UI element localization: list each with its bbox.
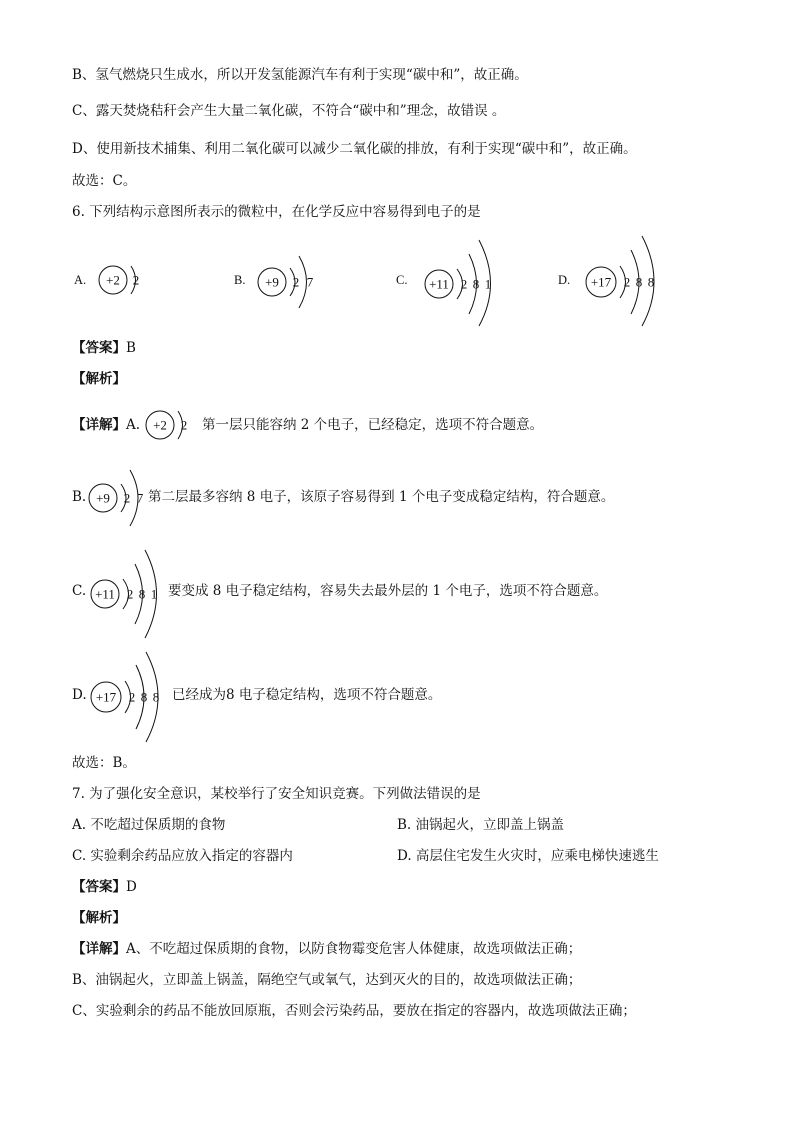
q6-analysis-label: 【解析】 — [72, 371, 126, 387]
q6-option-b-label: B. — [234, 273, 246, 287]
q6-detail-b-text: 第二层最多容纳 8 电子，该原子容易得到 1 个电子变成稳定结构，符合题意。 — [148, 489, 615, 505]
q7-option-b: B. 油锅起火，立即盖上锅盖 — [397, 817, 565, 833]
atom-diagram-c — [422, 236, 502, 328]
nucleus-charge: +11 — [429, 276, 449, 292]
detail-label: 【详解】 — [72, 417, 126, 433]
shell-electrons: 8 — [472, 276, 480, 292]
shell-electrons: 8 — [140, 689, 148, 705]
shell-electrons: 2 — [623, 274, 631, 290]
answer-label: 【答案】 — [72, 879, 126, 895]
shell-electrons: 1 — [484, 276, 492, 292]
nucleus-charge: +17 — [95, 689, 117, 705]
shell-electrons: 8 — [635, 274, 643, 290]
detail-text: A、不吃超过保质期的食物，以防食物霉变危害人体健康，故选项做法正确； — [126, 941, 582, 957]
shell-electrons: 8 — [647, 274, 655, 290]
shell-electrons: 8 — [138, 586, 146, 602]
q6-detail-c-lead: C. — [72, 583, 87, 599]
q7-detail-c: C、实验剩余的药品不能放回原瓶，否则会污染药品，要放在指定的容器内，故选项做法正确； — [72, 1003, 636, 1019]
nucleus-charge: +2 — [153, 417, 167, 433]
q6-detail-c-text: 要变成 8 电子稳定结构，容易失去最外层的 1 个电子，选项不符合题意。 — [168, 583, 608, 599]
q6-detail-b-lead: B. — [72, 489, 87, 505]
shell-electrons: 2 — [292, 274, 300, 290]
detail-prefix: A. — [126, 417, 141, 433]
q7-option-c: C. 实验剩余药品应放入指定的容器内 — [72, 848, 293, 864]
electron-shell-arc — [299, 256, 307, 308]
detail-atom-c — [88, 548, 168, 640]
nucleus-charge: +11 — [95, 586, 115, 602]
q7-option-a: A. 不吃超过保质期的食物 — [72, 817, 226, 833]
shell-electrons: 2 — [128, 689, 136, 705]
q7-option-d: D. 高层住宅发生火灾时，应乘电梯快速逃生 — [397, 848, 659, 864]
q7-answer — [72, 878, 137, 896]
conclusion-q5: 故选：C。 — [72, 173, 137, 189]
shell-electrons: 2 — [126, 586, 134, 602]
detail-atom-d — [88, 650, 170, 744]
q6-conclusion: 故选：B。 — [72, 755, 136, 771]
q6-detail-a-lead — [72, 416, 140, 434]
q6-option-d-label: D. — [558, 273, 571, 287]
shell-electrons: 7 — [306, 274, 314, 290]
detail-label: 【详解】 — [72, 941, 126, 957]
shell-electrons: 2 — [123, 490, 131, 506]
detail-atom-b — [86, 466, 150, 530]
shell-electrons: 2 — [460, 276, 468, 292]
nucleus-charge: +2 — [106, 272, 120, 288]
q7-detail-b: B、油锅起火，立即盖上锅盖，隔绝空气或氧气，达到灭火的目的，故选项做法正确； — [72, 972, 582, 988]
q6-stem: 6. 下列结构示意图所表示的微粒中，在化学反应中容易得到电子的是 — [72, 204, 481, 220]
atom-diagram-a — [96, 260, 156, 304]
nucleus-charge: +9 — [265, 274, 279, 290]
shell-electrons: 2 — [180, 417, 188, 433]
q7-detail-a — [72, 940, 581, 958]
text-line-b: B、氢气燃烧只生成水，所以开发氢能源汽车有利于实现“碳中和”，故正确。 — [72, 67, 528, 83]
answer-label: 【答案】 — [72, 340, 126, 356]
text-line-d: D、使用新技术捕集、利用二氧化碳可以减少二氧化碳的排放，有利于实现“碳中和”，故正确。 — [72, 141, 637, 157]
answer-value: B — [126, 340, 136, 356]
q6-detail-a-text: 第一层只能容纳 2 个电子，已经稳定，选项不符合题意。 — [202, 417, 544, 433]
q6-detail-d-text: 已经成为8 电子稳定结构，选项不符合题意。 — [172, 687, 442, 703]
q6-answer — [72, 339, 136, 357]
shell-electrons: 1 — [150, 586, 158, 602]
shell-electrons: 8 — [152, 689, 160, 705]
shell-electrons: 7 — [136, 490, 144, 506]
text-line-c: C、露天焚烧秸秆会产生大量二氧化碳，不符合“碳中和”理念，故错误 。 — [72, 103, 506, 119]
q7-stem: 7. 为了强化安全意识，某校举行了安全知识竞赛。下列做法错误的是 — [72, 786, 481, 802]
detail-atom-a — [143, 405, 195, 445]
nucleus-charge: +17 — [590, 274, 612, 290]
q6-option-c-label: C. — [396, 273, 408, 287]
atom-diagram-d — [584, 234, 666, 328]
q6-detail-d-lead: D. — [72, 687, 87, 703]
q7-analysis-label: 【解析】 — [72, 910, 126, 926]
q6-option-a-label: A. — [74, 273, 87, 287]
shell-electrons: 2 — [132, 272, 140, 288]
answer-value: D — [126, 879, 137, 895]
atom-diagram-b — [256, 250, 326, 314]
nucleus-charge: +9 — [96, 490, 110, 506]
